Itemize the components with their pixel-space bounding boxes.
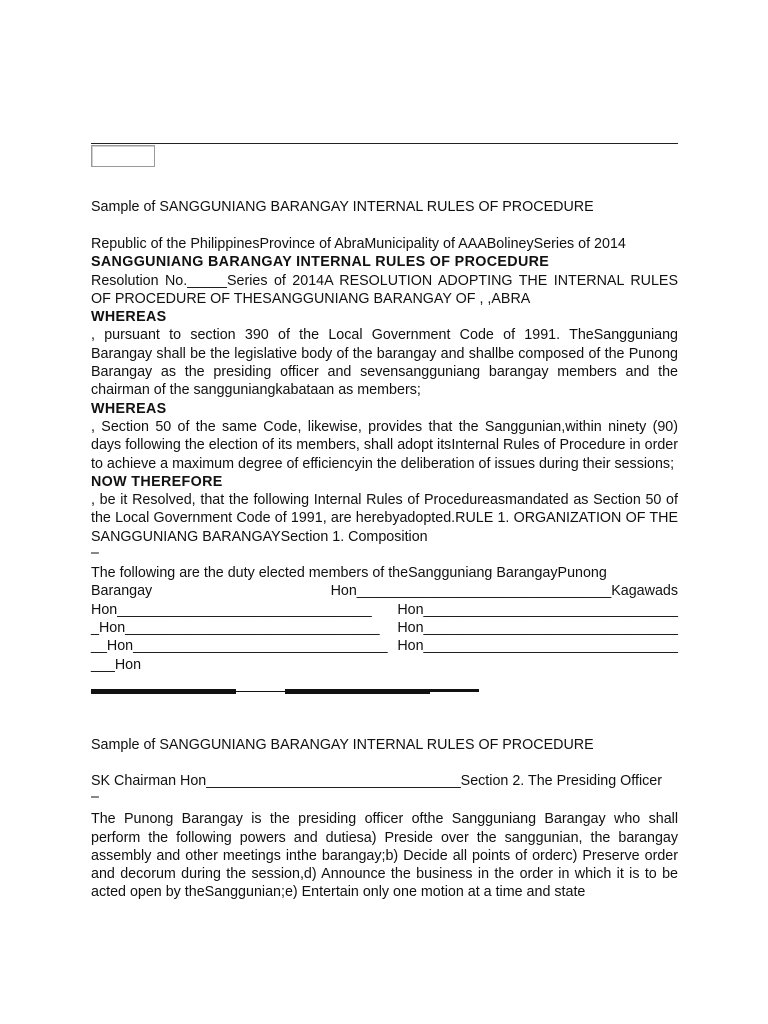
- empty-box: [91, 145, 155, 167]
- members-row-4: [91, 637, 678, 655]
- now-therefore-text: , be it Resolved, that the following Internal Rules of Procedureasmandated as Section 50 of the Local Government Code of 1991, are herebyadopted.RULE 1. ORGANIZATION OF THE SANGGUNIANG BARANGAYSection 1. Composition: [91, 492, 678, 545]
- document-title: SANGGUNIANG BARANGAY INTERNAL RULES OF PROCEDURE: [91, 254, 550, 271]
- members-row-1-right: Hon________________________________Kagawads: [330, 583, 678, 600]
- now-therefore-heading: NOW THEREFORE: [91, 473, 223, 490]
- members-row-4-right: Hon________________________________: [397, 638, 678, 655]
- whereas-heading-2: WHEREAS: [91, 400, 167, 417]
- members-row-1: [91, 582, 678, 600]
- members-row-3: [91, 619, 678, 637]
- members-row-2: [91, 601, 678, 619]
- section-header-1: [91, 198, 678, 216]
- republic-line: Republic of the PhilippinesProvince of AbraMunicipality of AAABolineySeries of 2014: [91, 236, 626, 252]
- whereas-text-2: , Section 50 of the same Code, likewise, provides that the Sanggunian,within ninety (90) days following the election of its members, shall adopt itsInternal Rules of Procedure in order to achieve a maximum degree of efficiencyin the deliberation of issues during their sessions;: [91, 418, 678, 472]
- sample-header-1: Sample of SANGGUNIANG BARANGAY INTERNAL RULES OF PROCEDURE: [91, 199, 594, 215]
- break-bar-2: [236, 691, 285, 692]
- dash-1: –: [91, 545, 99, 562]
- members-row-3-right: Hon________________________________: [397, 619, 678, 636]
- members-row-3-left: _Hon________________________________: [91, 619, 380, 636]
- page1-body: [91, 235, 678, 674]
- members-intro: The following are the duty elected members of theSangguniang BarangayPunong: [91, 565, 607, 582]
- members-row-5-text: ___Hon: [91, 656, 142, 673]
- members-row-1-left: Barangay: [91, 583, 153, 600]
- page2-body: [91, 772, 678, 902]
- whereas-text-1: , pursuant to section 390 of the Local Government Code of 1991. TheSangguniang Barangay shall be the legislative body of the barangay and shallbe composed of the Punong Barangay as the presiding officer and sevensangguniang barangay members and the chairman of the sangguniangkabataan as members;: [91, 327, 678, 399]
- resolution-text: Resolution No._____Series of 2014A RESOLUTION ADOPTING THE INTERNAL RULES OF PROCEDURE OF THESANGGUNIANG BARANGAY OF , ,ABRA: [91, 272, 678, 307]
- break-bar-1: [91, 689, 236, 694]
- members-row-2-right: Hon________________________________: [397, 601, 678, 618]
- break-bar-3: [285, 689, 430, 694]
- top-rule: [91, 143, 678, 144]
- sk-chairman-line: SK Chairman Hon________________________________Section 2. The Presiding Officer: [91, 773, 662, 789]
- sample-header-2: Sample of SANGGUNIANG BARANGAY INTERNAL RULES OF PROCEDURE: [91, 737, 594, 753]
- page-break-bars: [0, 688, 768, 696]
- dash-2: –: [91, 789, 99, 806]
- members-row-5: [91, 656, 678, 674]
- whereas-heading-1: WHEREAS: [91, 309, 167, 326]
- members-row-2-left: Hon________________________________: [91, 601, 372, 618]
- members-row-4-left: __Hon________________________________: [91, 638, 388, 655]
- presiding-officer-text: The Punong Barangay is the presiding officer ofthe Sangguniang Barangay who shall perform the following powers and dutiesa) Preside over the sanggunian, the barangay assembly and other meetings inthe barangay;b) Decide all points of orderc) Preserve order and decorum during the session,d) Announce the business in the order in which it is to be acted open by theSanggunian;e) Entertain only one motion at a time and state: [91, 811, 678, 901]
- section-header-2: [91, 736, 678, 754]
- break-bar-4: [430, 689, 479, 692]
